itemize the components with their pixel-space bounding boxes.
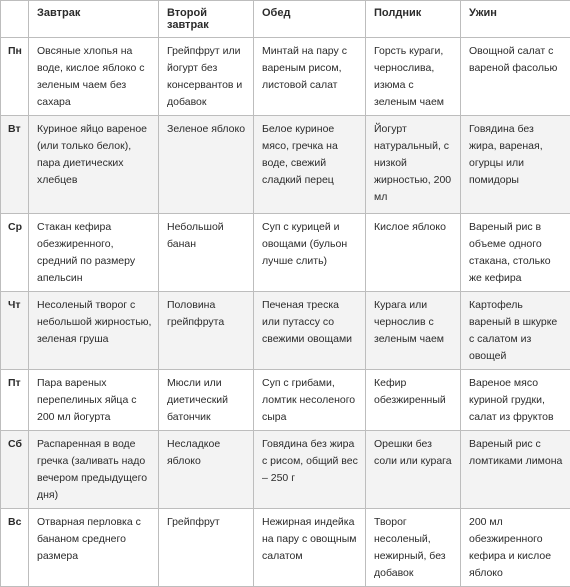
table-row [1, 116, 570, 214]
table-row [1, 431, 570, 509]
table-cell: Вареный рис с ломтиками лимона [461, 431, 570, 509]
table-row [1, 292, 570, 370]
table-cell: Вареное мясо куриной грудки, салат из фруктов [461, 370, 570, 431]
table-cell: Несоленый творог с небольшой жирностью, зеленая груша [29, 292, 159, 370]
day-cell: Чт [1, 292, 29, 370]
table-cell: Грейпфрут [159, 509, 254, 587]
table-cell: Распаренная в воде гречка (заливать надо вечером предыдущего дня) [29, 431, 159, 509]
day-cell: Ср [1, 214, 29, 292]
table-cell: Нежирная индейка на пару с овощным салатом [254, 509, 366, 587]
table-cell: Картофель вареный в шкурке с салатом из овощей [461, 292, 570, 370]
table-row [1, 38, 570, 116]
table-cell: Стакан кефира обезжиренного, средний по размеру апельсин [29, 214, 159, 292]
table-cell: Белое куриное мясо, гречка на воде, свежий сладкий перец [254, 116, 366, 214]
table-cell: 200 мл обезжиренного кефира и кислое яблоко [461, 509, 570, 587]
table-cell: Йогурт натуральный, с низкой жирностью, 200 мл [366, 116, 461, 214]
table-row [1, 214, 570, 292]
table-row [1, 370, 570, 431]
table-cell: Половина грейпфрута [159, 292, 254, 370]
header-snack: Полдник [366, 1, 461, 38]
table-cell: Вареный рис в объеме одного стакана, столько же кефира [461, 214, 570, 292]
table-cell: Орешки без соли или курага [366, 431, 461, 509]
table-cell: Суп с курицей и овощами (бульон лучше слить) [254, 214, 366, 292]
table-cell: Говядина без жира, вареная, огурцы или помидоры [461, 116, 570, 214]
table-cell: Минтай на пару с вареным рисом, листовой салат [254, 38, 366, 116]
day-cell: Вс [1, 509, 29, 587]
table-cell: Говядина без жира с рисом, общий вес – 250 г [254, 431, 366, 509]
table-cell: Печеная треска или путассу со свежими овощами [254, 292, 366, 370]
table-cell: Овсяные хлопья на воде, кислое яблоко с зеленым чаем без сахара [29, 38, 159, 116]
header-breakfast: Завтрак [29, 1, 159, 38]
table-cell: Кефир обезжиренный [366, 370, 461, 431]
table-cell: Суп с грибами, ломтик несоленого сыра [254, 370, 366, 431]
table-cell: Творог несоленый, нежирный, без добавок [366, 509, 461, 587]
table-cell: Пара вареных перепелиных яйца с 200 мл йогурта [29, 370, 159, 431]
table-cell: Горсть кураги, чернослива, изюма с зеленым чаем [366, 38, 461, 116]
table-cell: Куриное яйцо вареное (или только белок), пара диетических хлебцев [29, 116, 159, 214]
table-cell: Грейпфрут или йогурт без консервантов и добавок [159, 38, 254, 116]
table-row [1, 509, 570, 587]
day-cell: Пн [1, 38, 29, 116]
table-cell: Овощной салат с вареной фасолью [461, 38, 570, 116]
header-dinner: Ужин [461, 1, 570, 38]
table-cell: Несладкое яблоко [159, 431, 254, 509]
table-cell: Кислое яблоко [366, 214, 461, 292]
table-cell: Курага или чернослив с зеленым чаем [366, 292, 461, 370]
day-cell: Пт [1, 370, 29, 431]
header-lunch: Обед [254, 1, 366, 38]
header-second-breakfast: Второй завтрак [159, 1, 254, 38]
table-cell: Отварная перловка с бананом среднего размера [29, 509, 159, 587]
table-cell: Мюсли или диетический батончик [159, 370, 254, 431]
day-cell: Вт [1, 116, 29, 214]
table-cell: Небольшой банан [159, 214, 254, 292]
table-cell: Зеленое яблоко [159, 116, 254, 214]
day-cell: Сб [1, 431, 29, 509]
header-day [1, 1, 29, 38]
header-row [1, 1, 570, 38]
